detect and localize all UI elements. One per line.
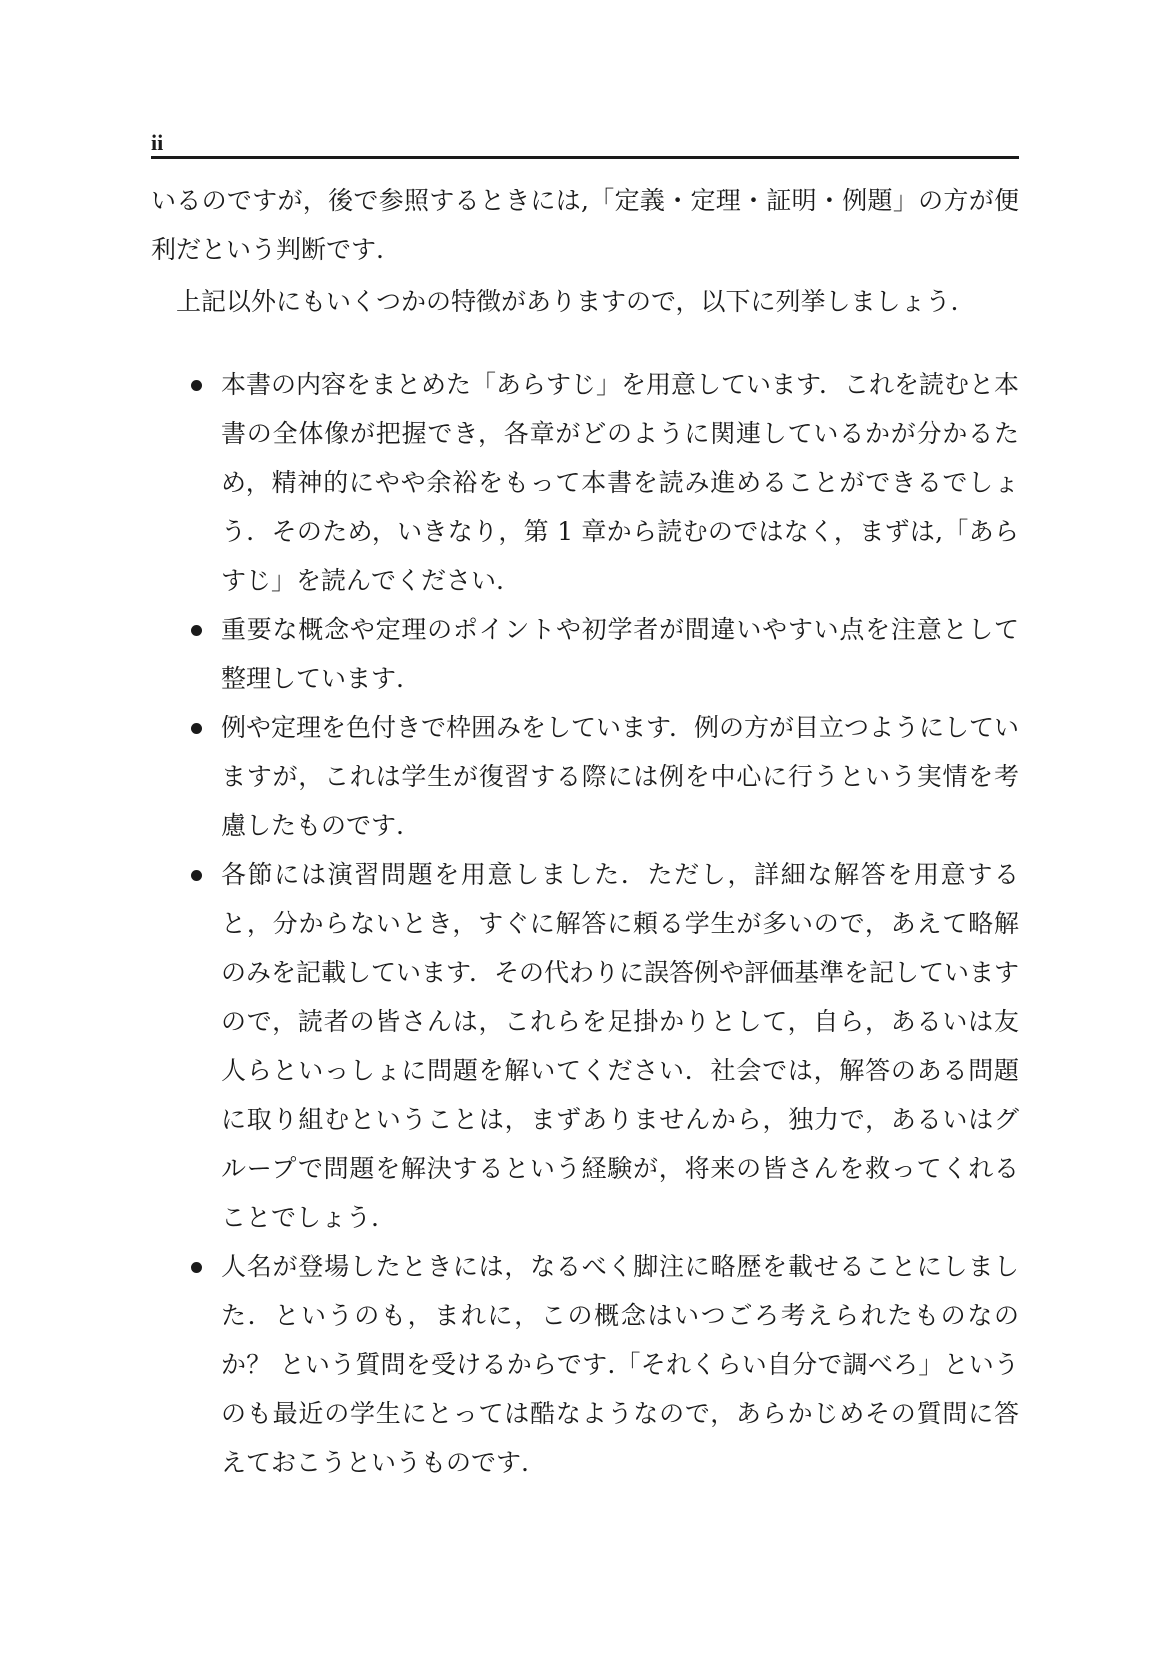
list-item bbox=[221, 1242, 1019, 1487]
list-item bbox=[221, 360, 1019, 605]
bullet-icon bbox=[191, 380, 202, 391]
paragraph-intro: 上記以外にもいくつかの特徴がありますので，以下に列挙しましょう. bbox=[176, 287, 959, 316]
list-item-text: 重要な概念や定理のポイントや初学者が間違いやすい点を注意として整理しています. bbox=[221, 615, 1019, 693]
feature-list bbox=[151, 360, 1019, 1487]
bullet-icon bbox=[191, 870, 202, 881]
list-item bbox=[221, 850, 1019, 1242]
bullet-icon bbox=[191, 723, 202, 734]
list-item bbox=[221, 605, 1019, 703]
list-item bbox=[221, 703, 1019, 850]
list-item-text: 本書の内容をまとめた「あらすじ」を用意しています．これを読むと本書の全体像が把握でき，各章がどのように関連しているかが分かるため，精神的にやや余裕をもって本書を読み進めることができるでしょう．そのため，いきなり，第 1 章から読むのではなく，まずは,「あらすじ」を読んでください. bbox=[221, 370, 1020, 595]
bullet-icon bbox=[191, 1262, 202, 1273]
document-page bbox=[151, 130, 1019, 1487]
list-item-text: 人名が登場したときには，なるべく脚注に略歴を載せることにしました．というのも，まれに，この概念はいつごろ考えられたものなのか？ という質問を受けるからです.「それくらい自分で調べろ」というのも最近の学生にとっては酷なようなので，あらかじめその質問に答えておこうというものです. bbox=[221, 1252, 1019, 1477]
paragraph-continued: いるのですが，後で参照するときには,「定義・定理・証明・例題」の方が便利だという判断です. bbox=[151, 186, 1019, 264]
bullet-icon bbox=[191, 625, 202, 636]
list-item-text: 各節には演習問題を用意しました．ただし，詳細な解答を用意すると，分からないとき，すぐに解答に頼る学生が多いので，あえて略解のみを記載しています．その代わりに誤答例や評価基準を記していますので，読者の皆さんは，これらを足掛かりとして，自ら，あるいは友人らといっしょに問題を解いてください．社会では，解答のある問題に取り組むということは，まずありませんから，独力で，あるいはグループで問題を解決するという経験が，将来の皆さんを救ってくれることでしょう. bbox=[221, 860, 1020, 1232]
page-number: ii bbox=[151, 130, 164, 155]
body-text bbox=[151, 176, 1019, 1487]
running-header bbox=[151, 130, 1019, 159]
list-item-text: 例や定理を色付きで枠囲みをしています．例の方が目立つようにしていますが，これは学生が復習する際には例を中心に行うという実情を考慮したものです. bbox=[221, 713, 1020, 840]
